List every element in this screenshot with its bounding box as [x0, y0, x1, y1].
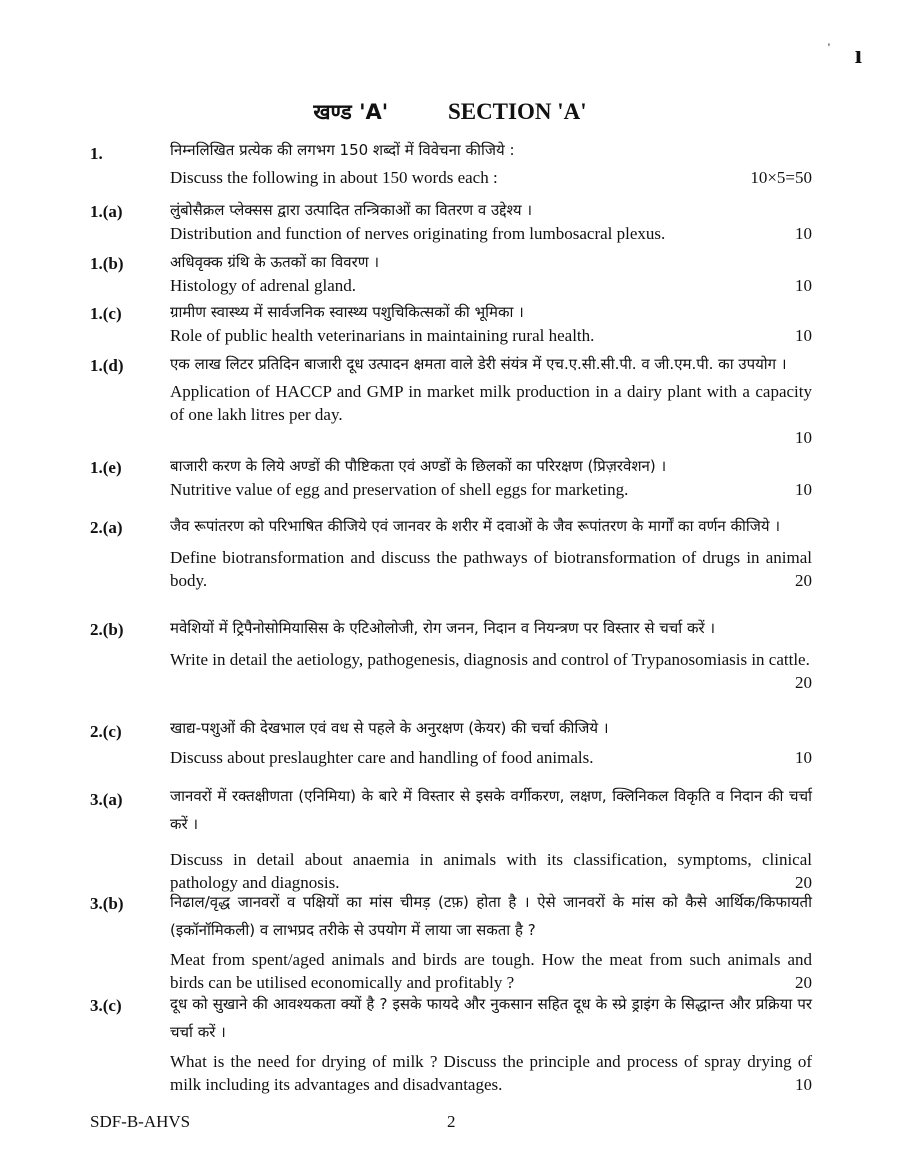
question-text-hindi: दूध को सुखाने की आवश्यकता क्यों है ? इसके फायदे और नुकसान सहित दूध के स्प्रे ड्राइंग के सिद्धान्त और प्रक्रिया पर चर्चा करें ।: [170, 995, 812, 1041]
question-text-hindi: मवेशियों में ट्रिपैनोसोमियासिस के एटिओलोजी, रोग जनन, निदान व नियन्त्रण पर विस्तार से चर्चा करें ।: [170, 619, 716, 637]
question-text-hindi: एक लाख लिटर प्रतिदिन बाजारी दूध उत्पादन क्षमता वाले डेरी संयंत्र में एच.ए.सी.सी.पी. व जी.एम.पी. का उपयोग ।: [170, 355, 787, 373]
question-marks: 10: [795, 1075, 812, 1094]
question-marks: 10: [795, 224, 812, 243]
question-text-english: Write in detail the aetiology, pathogenesis, diagnosis and control of Trypanosomiasis in cattle.: [170, 650, 810, 669]
question-number: 1.(c): [90, 304, 122, 323]
question-marks: 20: [795, 571, 812, 590]
question-marks: 10: [795, 748, 812, 767]
question-marks: 10: [795, 276, 812, 295]
question-text-english: Application of HACCP and GMP in market milk production in a dairy plant with a capacity of one lakh litres per day.: [170, 382, 812, 424]
question-number: 3.(a): [90, 790, 123, 809]
page-number: 2: [447, 1112, 456, 1131]
question-text-hindi: जानवरों में रक्तक्षीणता (एनिमिया) के बारे में विस्तार से इसके वर्गीकरण, लक्षण, क्लिनिकल विकृति व निदान की चर्चा करें ।: [170, 787, 812, 833]
question-marks: 10×5=50: [750, 168, 812, 187]
question-text-english: Discuss the following in about 150 words each :: [170, 168, 498, 187]
question-text-english: Meat from spent/aged animals and birds are tough. How the meat from such animals and birds can be utilised economically and profitably ?: [170, 950, 812, 992]
question-marks: 10: [795, 480, 812, 499]
question-text-hindi: निम्नलिखित प्रत्येक की लगभग 150 शब्दों में विवेचना कीजिये :: [170, 141, 515, 159]
question-number: 3.(b): [90, 894, 124, 913]
question-text-english: Distribution and function of nerves originating from lumbosacral plexus.: [170, 224, 666, 243]
scan-mark: ı: [854, 40, 862, 69]
question-text-english: Discuss about preslaughter care and handling of food animals.: [170, 748, 594, 767]
question-number: 1.(e): [90, 458, 122, 477]
question-text-hindi: अधिवृक्क ग्रंथि के ऊतकों का विवरण ।: [170, 253, 380, 271]
question-marks: 10: [795, 326, 812, 345]
question-text-english: Histology of adrenal gland.: [170, 276, 357, 295]
question-number: 3.(c): [90, 996, 122, 1015]
question-number: 1.(a): [90, 202, 123, 221]
question-marks: 10: [795, 428, 812, 447]
question-number: 2.(a): [90, 518, 123, 537]
paper-code: SDF-B-AHVS: [90, 1112, 191, 1131]
question-text-english: Discuss in detail about anaemia in animals with its classification, symptoms, clinical pathology and diagnosis.: [170, 850, 812, 892]
question-number: 2.(c): [90, 722, 122, 741]
question-text-english: What is the need for drying of milk ? Discuss the principle and process of spray drying of milk including its advantages and disadvantages.: [170, 1052, 812, 1094]
question-text-hindi: जैव रूपांतरण को परिभाषित कीजिये एवं जानवर के शरीर में दवाओं के जैव रूपांतरण के मार्गों का वर्णन कीजिये ।: [170, 517, 781, 535]
question-text-english: Nutritive value of egg and preservation of shell eggs for marketing.: [170, 480, 629, 499]
section-heading-hindi: खण्ड 'A': [313, 100, 389, 124]
question-text-hindi: निढाल/वृद्ध जानवरों व पक्षियों का मांस चीमड़ (टफ़) होता है । ऐसे जानवरों के मांस को कैसे आर्थिक/किफायती (इकॉनॉमिकली) व लाभप्रद तरीके से उपयोग में लाया जा सकता है ?: [170, 893, 812, 939]
question-marks: 20: [795, 673, 812, 692]
question-marks: 20: [795, 873, 812, 892]
question-text-hindi: ग्रामीण स्वास्थ्य में सार्वजनिक स्वास्थ्य पशुचिकित्सकों की भूमिका ।: [170, 303, 524, 321]
question-text-hindi: खाद्य-पशुओं की देखभाल एवं वध से पहले के अनुरक्षण (केयर) की चर्चा कीजिये ।: [170, 719, 609, 737]
question-text-english: Role of public health veterinarians in maintaining rural health.: [170, 326, 595, 345]
question-number: 1.(d): [90, 356, 124, 375]
question-number: 1.(b): [90, 254, 124, 273]
scan-mark: ': [827, 40, 830, 54]
question-text-hindi: लुंबोसैक्रल प्लेक्सस द्वारा उत्पादित तन्त्रिकाओं का वितरण व उद्देश्य ।: [170, 201, 533, 219]
question-number: 1.: [90, 144, 103, 163]
question-marks: 20: [795, 973, 812, 992]
question-text-hindi: बाजारी करण के लिये अण्डों की पौष्टिकता एवं अण्डों के छिलकों का परिरक्षण (प्रिज़रवेशन) ।: [170, 457, 667, 475]
question-text-english: Define biotransformation and discuss the pathways of biotransformation of drugs in animal body.: [170, 548, 812, 590]
section-heading: [0, 98, 900, 126]
section-heading-english: SECTION 'A': [447, 99, 587, 124]
question-number: 2.(b): [90, 620, 124, 639]
